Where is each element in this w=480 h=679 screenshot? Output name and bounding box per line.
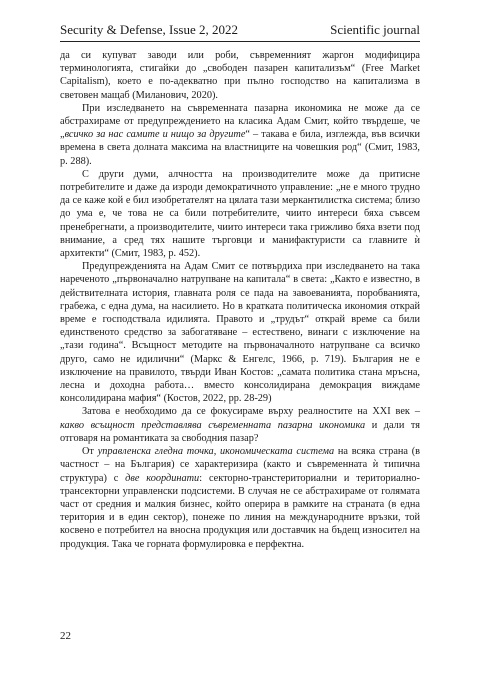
italic-text: какво всъщност представлява съвременната пазарна икономика — [60, 419, 366, 431]
text-run: При изследването на съвременната пазарна икономика не може да се абстрахираме от предупреждението на класика Адам Смит, който твърдеше, че „ — [60, 102, 420, 141]
page-number: 22 — [60, 630, 71, 642]
paragraph — [60, 49, 420, 102]
text-run: Предупрежденията на Адам Смит се потвърдиха при изследването на така нареченото „първоначално натрупване на капитала“ в света: „Както е известно, в действителната история, главната роля се пада на завоеванията, поробванията, грабежа, с една дума, на насилието. Но в кратката политическа икономия открай време е господствала идилията. Правото и „трудът“ открай време са били единственото средство за забогатяване – естествено, винаги с изключение на „тази година“. Всъщност методите на първоначалното натрупване са всичко друго, само не идилични“ (Маркс & Енгелс, 1966, p. 719). България не е изключение на правилото, твърди Иван Костов: „самата политика стана мръсна, лесна и доходна работа… вместо консолидирана демокрация виждаме консолидирана мафия“ (Костов, 2022, pp. 28-29) — [60, 261, 420, 405]
text-run: и дали тя отговаря на романтиката за свободния пазар? — [60, 419, 420, 444]
journal-type-label: Scientific journal — [330, 22, 420, 37]
italic-text: всичко за нас самите и нищо за другите — [64, 129, 246, 141]
text-run: на всяка страна (в частност – на България) се характеризира (както и съвременната ѝ типична структура) с — [60, 446, 420, 484]
text-run: да си купуват заводи или роби, съвременният жаргон модифицира терминологията, стигайки до „свободен пазарен капитализъм“ (Free Market Capitalism), което е по-адекватно при пълно господство на капитализма в световен мащаб (Миланович, 2020). — [60, 50, 420, 101]
running-header — [60, 22, 420, 42]
paragraph — [60, 168, 420, 260]
journal-issue-title: Security & Defense, Issue 2, 2022 — [60, 22, 238, 37]
paragraph — [60, 260, 420, 405]
italic-text: управленска гледна точка, икономическата система — [97, 446, 335, 458]
paragraph — [60, 405, 420, 445]
paragraph — [60, 102, 420, 168]
paragraph — [60, 445, 420, 551]
text-run: : секторно-транстериториални и териториално-трансекторни управленски подсистеми. В случая не се абстрахираме от голямата част от средния и малкия бизнес, който оперира в рамките на страната (в една територия и в един сектор), понеже по линия на международните връзки, той косвено е потребител на вносна продукция или доставчик на бъдещ износител на продукция. Така че горната формулировка е перфектна. — [60, 472, 420, 550]
text-run: С други думи, алчността на производителите може да притисне потребителите и даже да изроди демократичното управление: „не е много трудно да се каже кой е бил изобретателят на цялата тази меркантилистка система; близо до ума е, че това не са били потребителите, чиито интереси бяха съвсем пренебрегнати, а производителите, чиито интереси така грижливо бяха взети под внимание, а сред тях нашите търговци и манифактуристи са главните ѝ архитекти“ (Смит, 1983, p. 452). — [60, 168, 420, 260]
italic-text: две координати — [125, 472, 200, 484]
article-body — [60, 49, 420, 551]
text-run: От — [82, 446, 98, 458]
text-run: Затова е необходимо да се фокусираме върху реалностите на XXI век – — [82, 406, 420, 418]
text-run: “ – такава е била, изглежда, във всички времена в света долната максима на властниците на човешкия род“ (Смит, 1983, p. 288). — [60, 129, 420, 167]
